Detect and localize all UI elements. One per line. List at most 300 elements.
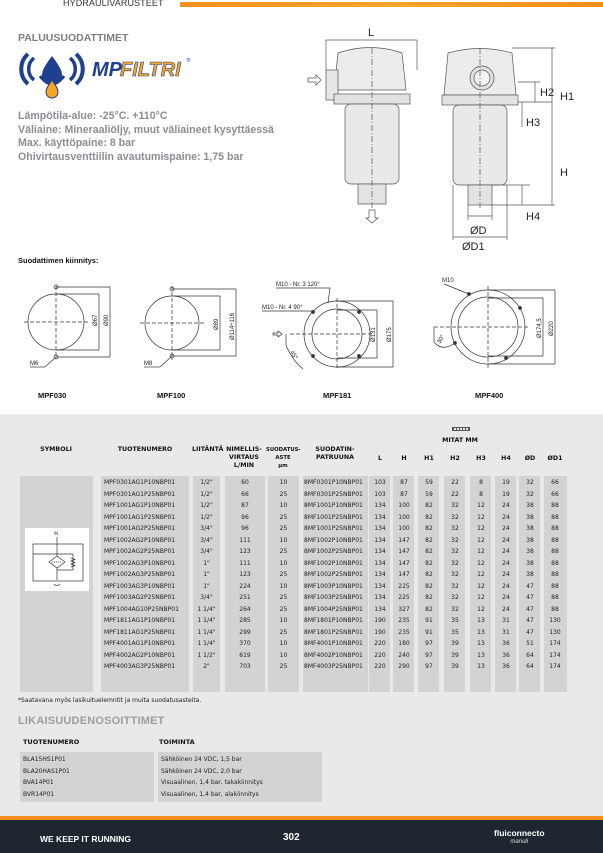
cell-dimension: 64 bbox=[526, 651, 534, 659]
cell-dimension: 82 bbox=[425, 559, 433, 567]
cell-dimension: 13 bbox=[477, 617, 485, 624]
cell-flow: 264 bbox=[239, 605, 251, 613]
svg-text:M10 - Nr. 4 90°: M10 - Nr. 4 90° bbox=[262, 305, 303, 311]
cell-dimension: 24 bbox=[502, 502, 510, 509]
cell-grade: 10 bbox=[279, 651, 288, 659]
cell-dimension: 235 bbox=[398, 628, 410, 636]
page-footer bbox=[0, 816, 603, 853]
cell-connection: 3/4" bbox=[200, 536, 213, 544]
cell-connection: 3/4" bbox=[200, 548, 213, 555]
cell-dimension: 13 bbox=[477, 640, 485, 647]
cell-dimension: 24 bbox=[502, 582, 510, 590]
svg-text:M8: M8 bbox=[144, 361, 153, 367]
cell-dimension: 12 bbox=[477, 559, 485, 567]
th-dim: H4 bbox=[501, 455, 511, 462]
cell-dimension: 39 bbox=[451, 663, 459, 670]
cell-flow: 96 bbox=[241, 513, 249, 521]
cell-cartridge: 8MF1002P25NBP01 bbox=[304, 571, 363, 578]
cell-flow: 123 bbox=[239, 571, 251, 578]
cell-dimension: 82 bbox=[425, 502, 433, 509]
cell-flow: 299 bbox=[239, 628, 251, 636]
cell-grade: 25 bbox=[279, 663, 288, 670]
cell-dimension: 134 bbox=[374, 536, 386, 544]
cell-cartridge: 8MF1801P10NBP01 bbox=[304, 617, 363, 624]
cell-dimension: 32 bbox=[451, 594, 459, 601]
cell-flow: 285 bbox=[239, 617, 251, 624]
cell-dimension: 88 bbox=[551, 559, 559, 567]
cell-dimension: 88 bbox=[551, 536, 559, 544]
spec-medium: Väliaine: Mineraaliöljy, muut väliaineet kysyttäessä bbox=[18, 123, 274, 136]
cell-dimension: 87 bbox=[400, 490, 408, 498]
cell-part-number: MPF1003AG3P10NBP01 bbox=[104, 582, 176, 590]
cell-part-number: MPF1002AG2P10NBP01 bbox=[104, 536, 176, 544]
cell-dimension: 12 bbox=[477, 582, 485, 590]
cell-dimension: 88 bbox=[551, 594, 559, 601]
cell-dimension: 134 bbox=[374, 525, 386, 532]
th-flow: NIMELLIS- VIRTAUS L/MIN bbox=[226, 446, 262, 469]
cell-grade: 25 bbox=[279, 571, 288, 578]
filter-bypass-symbol-icon bbox=[25, 528, 89, 591]
svg-text:M6: M6 bbox=[30, 361, 39, 367]
cell-cartridge: 8MF1004P25NBP01 bbox=[304, 605, 363, 613]
svg-text:H: H bbox=[560, 167, 568, 179]
cell-dimension: 39 bbox=[451, 651, 459, 659]
cell-dimension: 12 bbox=[477, 525, 485, 532]
mpfiltri-logo bbox=[18, 48, 193, 100]
cell-dimension: 32 bbox=[451, 548, 459, 555]
cell-cartridge: 8MF1003P25NBP01 bbox=[304, 594, 363, 601]
cell-part-number: MPF1004AG10P25NBP01 bbox=[104, 605, 179, 613]
indicator-part-number: BLA15HS1P01 bbox=[23, 756, 66, 763]
mount-mpf400 bbox=[434, 278, 555, 368]
cell-dimension: 88 bbox=[551, 605, 559, 613]
cell-dimension: 24 bbox=[502, 571, 510, 578]
cell-flow: 123 bbox=[239, 548, 251, 555]
symbol-column bbox=[20, 476, 93, 692]
cell-dimension: 38 bbox=[526, 536, 534, 544]
cell-dimension: 24 bbox=[502, 548, 510, 555]
cell-dimension: 38 bbox=[526, 525, 534, 532]
cell-dimension: 134 bbox=[374, 594, 386, 601]
cell-flow: 224 bbox=[239, 582, 251, 590]
cell-dimension: 82 bbox=[425, 571, 433, 578]
cell-part-number: MPF1001AG1P10NBP01 bbox=[104, 502, 176, 509]
cell-dimension: 22 bbox=[451, 490, 459, 498]
cell-dimension: 290 bbox=[398, 663, 410, 670]
cell-dimension: 36 bbox=[502, 663, 510, 670]
cell-cartridge: 8MF4002P10NBP01 bbox=[304, 651, 363, 659]
cell-dimension: 190 bbox=[374, 628, 386, 636]
cell-dimension: 88 bbox=[551, 582, 559, 590]
cell-dimension: 35 bbox=[451, 617, 459, 624]
cell-dimension: 88 bbox=[551, 525, 559, 532]
cell-grade: 10 bbox=[279, 479, 288, 486]
cell-grade: 10 bbox=[279, 559, 288, 567]
category-title: PALUUSUODATTIMET bbox=[18, 32, 129, 44]
cell-dimension: 13 bbox=[477, 663, 485, 670]
cell-dimension: 240 bbox=[398, 651, 410, 659]
table-footnote: *Saatavana myös lasikuituelemntit ja muita suodatusasteita. bbox=[18, 697, 202, 704]
cell-dimension: 32 bbox=[451, 513, 459, 521]
cell-connection: 1 1/2" bbox=[197, 651, 216, 659]
cell-connection: 1" bbox=[203, 571, 210, 578]
cell-dimension: 88 bbox=[551, 502, 559, 509]
cell-dimension: 82 bbox=[425, 582, 433, 590]
cell-dimension: 32 bbox=[526, 490, 534, 498]
indicator-function: Visuaalinen, 1,4 bar, alakiinnitys bbox=[161, 790, 259, 798]
cell-dimension: 88 bbox=[551, 571, 559, 578]
cell-dimension: 12 bbox=[477, 605, 485, 613]
cell-dimension: 82 bbox=[425, 525, 433, 532]
cell-grade: 10 bbox=[279, 502, 288, 509]
cell-cartridge: 8MF1801P25NBP01 bbox=[304, 628, 363, 636]
cell-part-number: MPF0301AG1P25NBP01 bbox=[104, 490, 176, 498]
svg-text:ØD: ØD bbox=[470, 225, 487, 237]
cell-dimension: 51 bbox=[526, 640, 534, 647]
cell-dimension: 32 bbox=[451, 571, 459, 578]
cell-dimension: 97 bbox=[425, 663, 433, 670]
cell-dimension: 47 bbox=[526, 605, 534, 613]
cell-part-number: MPF1811AG1P10NBP01 bbox=[104, 617, 176, 624]
svg-text:M10: M10 bbox=[442, 278, 454, 284]
cell-dimension: 24 bbox=[502, 605, 510, 613]
cell-dimension: 82 bbox=[425, 548, 433, 555]
cell-dimension: 225 bbox=[398, 594, 410, 601]
th-cartridge: SUODATIN- PATRUUNA bbox=[315, 446, 355, 461]
cell-part-number: MPF1002AG3P10NBP01 bbox=[104, 559, 176, 567]
cell-part-number: MPF4001AG1P10NBP01 bbox=[104, 640, 176, 647]
cell-dimension: 134 bbox=[374, 559, 386, 567]
cell-dimension: 8 bbox=[479, 490, 483, 498]
svg-text:Ø175: Ø175 bbox=[387, 327, 393, 342]
indicator-function: Sähköinen 24 VDC, 2,0 bar bbox=[161, 767, 242, 775]
svg-text:L: L bbox=[368, 27, 375, 39]
header-accent-rule bbox=[180, 2, 603, 7]
cell-dimension: 134 bbox=[374, 582, 386, 590]
cell-cartridge: 8MF1002P10NBP01 bbox=[304, 536, 363, 544]
cell-flow: 111 bbox=[239, 536, 251, 544]
cell-dimension: 100 bbox=[398, 513, 410, 521]
cell-dimension: 59 bbox=[425, 479, 433, 486]
cell-cartridge: 8MF0301P10NBP01 bbox=[304, 479, 363, 486]
cell-dimension: 13 bbox=[477, 651, 485, 659]
svg-text:45°: 45° bbox=[288, 350, 299, 361]
cell-dimension: 19 bbox=[502, 479, 510, 486]
cell-dimension: 220 bbox=[374, 640, 386, 647]
cell-connection: 1" bbox=[203, 559, 210, 567]
cell-dimension: 24 bbox=[502, 513, 510, 521]
cell-dimension: 64 bbox=[526, 663, 534, 670]
svg-text:H4: H4 bbox=[526, 211, 541, 223]
cell-dimension: 19 bbox=[502, 490, 510, 498]
cell-flow: 111 bbox=[239, 559, 251, 567]
cell-dimension: 38 bbox=[526, 513, 534, 521]
cell-dimension: 82 bbox=[425, 605, 433, 613]
th-dim: L bbox=[377, 455, 382, 462]
cell-dimension: 31 bbox=[502, 617, 510, 624]
cell-dimension: 66 bbox=[551, 490, 559, 498]
cell-grade: 10 bbox=[279, 582, 288, 590]
cell-cartridge: 8MF1002P25NBP01 bbox=[304, 548, 363, 555]
svg-text:Ø114÷116: Ø114÷116 bbox=[230, 312, 236, 340]
cell-dimension: 88 bbox=[551, 513, 559, 521]
cell-dimension: 174 bbox=[549, 651, 561, 659]
cell-connection: 2" bbox=[203, 663, 210, 670]
cell-part-number: MPF1002AG2P25NBP01 bbox=[104, 548, 176, 555]
cell-dimension: 12 bbox=[477, 536, 485, 544]
mount-mpf030 bbox=[24, 285, 110, 367]
cell-dimension: 38 bbox=[526, 548, 534, 555]
cell-flow: 60 bbox=[241, 479, 249, 486]
cell-flow: 703 bbox=[239, 663, 251, 670]
cell-dimension: 36 bbox=[502, 651, 510, 659]
cell-dimension: 38 bbox=[526, 559, 534, 567]
cell-dimension: 12 bbox=[477, 548, 485, 555]
svg-text:H1: H1 bbox=[560, 91, 575, 103]
cell-dimension: 134 bbox=[374, 548, 386, 555]
th-dimensions-group: MITAT MM bbox=[442, 437, 478, 444]
indicators-th-function: TOIMINTA bbox=[159, 738, 195, 746]
cell-cartridge: 8MF1003P10NBP01 bbox=[304, 582, 363, 590]
cell-dimension: 47 bbox=[526, 594, 534, 601]
svg-text:Ø67: Ø67 bbox=[93, 314, 99, 326]
cell-dimension: 97 bbox=[425, 640, 433, 647]
indicators-th-part: TUOTENUMERO bbox=[23, 738, 80, 746]
cell-dimension: 130 bbox=[549, 628, 561, 636]
cell-grade: 25 bbox=[279, 490, 288, 498]
cell-dimension: 220 bbox=[374, 651, 386, 659]
cell-dimension: 35 bbox=[451, 628, 459, 636]
cell-dimension: 12 bbox=[477, 594, 485, 601]
section-title: HYDRAULIVARUSTEET bbox=[63, 0, 164, 8]
cell-dimension: 32 bbox=[451, 582, 459, 590]
mount-label-mpf400: MPF400 bbox=[475, 391, 504, 400]
cell-dimension: 32 bbox=[451, 559, 459, 567]
cell-dimension: 225 bbox=[398, 582, 410, 590]
cell-dimension: 32 bbox=[451, 536, 459, 544]
cell-flow: 251 bbox=[239, 594, 251, 601]
cell-dimension: 220 bbox=[374, 663, 386, 670]
mount-mpf100 bbox=[140, 286, 236, 367]
cell-dimension: 180 bbox=[398, 640, 410, 647]
cell-grade: 10 bbox=[279, 536, 288, 544]
fluiconnecto-logo: fluiconnecto manuli bbox=[494, 828, 545, 845]
svg-text:FILTRI: FILTRI bbox=[120, 59, 181, 81]
cell-dimension: 97 bbox=[425, 651, 433, 659]
cell-connection: 1 1/4" bbox=[197, 617, 216, 624]
ruler-icon bbox=[452, 427, 470, 431]
cell-part-number: MPF1001AG2P25NBP01 bbox=[104, 525, 176, 532]
cell-connection: 1 1/4" bbox=[197, 628, 216, 636]
cell-cartridge: 8MF4003P25NBP01 bbox=[304, 663, 363, 670]
cell-dimension: 12 bbox=[477, 502, 485, 509]
mounting-diagrams bbox=[0, 270, 603, 405]
cell-dimension: 87 bbox=[400, 479, 408, 486]
cell-cartridge: 8MF1001P10NBP01 bbox=[304, 502, 363, 509]
svg-text:MP: MP bbox=[92, 59, 122, 81]
cell-dimension: 38 bbox=[526, 502, 534, 509]
cell-connection: 1 1/4" bbox=[197, 605, 216, 613]
cell-grade: 10 bbox=[279, 617, 288, 624]
cell-dimension: 82 bbox=[425, 536, 433, 544]
cell-dimension: 47 bbox=[526, 617, 534, 624]
th-symbol: SYMBOLI bbox=[40, 446, 72, 453]
svg-text:®: ® bbox=[186, 58, 191, 64]
cell-flow: 619 bbox=[239, 651, 251, 659]
cell-dimension: 24 bbox=[502, 525, 510, 532]
cell-dimension: 103 bbox=[374, 490, 386, 498]
cell-dimension: 327 bbox=[398, 605, 410, 613]
svg-text:Ø90: Ø90 bbox=[104, 314, 110, 326]
mount-label-mpf100: MPF100 bbox=[157, 391, 186, 400]
cell-cartridge: 8MF0301P25NBP01 bbox=[304, 490, 363, 498]
cell-dimension: 134 bbox=[374, 605, 386, 613]
cell-dimension: 174 bbox=[549, 663, 561, 670]
cell-dimension: 174 bbox=[549, 640, 561, 647]
cell-dimension: 147 bbox=[398, 559, 410, 567]
svg-text:IN: IN bbox=[54, 531, 59, 536]
mounting-title: Suodattimen kiinnitys: bbox=[18, 256, 99, 265]
th-dim: ØD1 bbox=[547, 455, 563, 462]
cell-connection: 1/2" bbox=[200, 479, 213, 486]
cell-dimension: 12 bbox=[477, 571, 485, 578]
cell-cartridge: 8MF1001P25NBP01 bbox=[304, 525, 363, 532]
spec-bypass-pressure: Ohivirtausventtiilin avautumispaine: 1,75 bar bbox=[18, 150, 244, 163]
cell-dimension: 24 bbox=[502, 559, 510, 567]
cell-grade: 25 bbox=[279, 548, 288, 555]
cell-dimension: 130 bbox=[549, 617, 561, 624]
th-dim: H2 bbox=[450, 455, 460, 462]
cell-connection: 3/4" bbox=[200, 594, 213, 601]
cell-dimension: 32 bbox=[526, 479, 534, 486]
spec-max-pressure: Max. käyttöpaine: 8 bar bbox=[18, 137, 136, 149]
cell-grade: 10 bbox=[279, 640, 288, 647]
cell-dimension: 190 bbox=[374, 617, 386, 624]
cell-dimension: 147 bbox=[398, 536, 410, 544]
filter-technical-drawing bbox=[290, 20, 603, 250]
spec-list bbox=[18, 110, 274, 164]
cell-dimension: 134 bbox=[374, 571, 386, 578]
cell-flow: 87 bbox=[241, 502, 249, 509]
cell-grade: 25 bbox=[279, 594, 288, 601]
cell-dimension: 8 bbox=[479, 479, 483, 486]
cell-grade: 25 bbox=[279, 605, 288, 613]
cell-dimension: 24 bbox=[502, 536, 510, 544]
svg-text:M10 - Nr. 3 120°: M10 - Nr. 3 120° bbox=[276, 282, 320, 288]
footer-slogan: WE KEEP IT RUNNING bbox=[40, 834, 131, 844]
filter-symbol bbox=[25, 528, 89, 591]
cell-connection: 1/2" bbox=[200, 502, 213, 509]
cell-cartridge: 8MF1001P25NBP01 bbox=[304, 513, 363, 521]
cell-part-number: MPF1811AG1P25NBP01 bbox=[104, 628, 176, 636]
page-number: 302 bbox=[283, 832, 300, 843]
cell-grade: 25 bbox=[279, 513, 288, 521]
cell-dimension: 147 bbox=[398, 548, 410, 555]
svg-text:H2: H2 bbox=[540, 87, 555, 99]
cell-dimension: 32 bbox=[451, 525, 459, 532]
cell-dimension: 66 bbox=[551, 479, 559, 486]
th-part: TUOTENUMERO bbox=[117, 446, 173, 453]
cell-dimension: 24 bbox=[502, 594, 510, 601]
th-dim: H1 bbox=[424, 455, 434, 462]
svg-text:Ø174,5: Ø174,5 bbox=[537, 318, 543, 338]
indicator-function: Visuaalinen, 1,4 bar, takakiinnitys bbox=[161, 779, 263, 786]
cell-dimension: 91 bbox=[425, 628, 433, 636]
indicators-title: LIKAISUUDENOSOITTIMET bbox=[18, 715, 165, 727]
cell-dimension: 32 bbox=[451, 605, 459, 613]
cell-flow: 96 bbox=[241, 525, 249, 532]
cell-part-number: MPF1003AG2P25NBP01 bbox=[104, 594, 176, 601]
svg-text:Ø220: Ø220 bbox=[549, 321, 555, 336]
mount-label-mpf181: MPF181 bbox=[323, 391, 352, 400]
page-header bbox=[0, 0, 603, 10]
cell-connection: 1/2" bbox=[200, 513, 213, 521]
cell-grade: 25 bbox=[279, 628, 288, 636]
cell-dimension: 134 bbox=[374, 502, 386, 509]
indicator-part-number: BVA14P01 bbox=[23, 779, 54, 786]
svg-text:ØD1: ØD1 bbox=[462, 241, 485, 250]
cell-dimension: 134 bbox=[374, 513, 386, 521]
mpfiltri-logo-icon bbox=[18, 48, 193, 100]
cell-dimension: 59 bbox=[425, 490, 433, 498]
cell-part-number: MPF4003AG3P25NBP01 bbox=[104, 663, 176, 670]
cell-connection: 1/2" bbox=[200, 490, 213, 498]
cell-dimension: 100 bbox=[398, 525, 410, 532]
svg-text:Ø131: Ø131 bbox=[371, 327, 377, 342]
cell-flow: 370 bbox=[239, 640, 251, 647]
cell-connection: 1 1/4" bbox=[197, 640, 216, 647]
cell-grade: 25 bbox=[279, 525, 288, 532]
cell-dimension: 47 bbox=[526, 628, 534, 636]
th-dim: H bbox=[401, 455, 407, 462]
cell-dimension: 147 bbox=[398, 571, 410, 578]
svg-text:Ø89: Ø89 bbox=[214, 318, 220, 330]
cell-dimension: 12 bbox=[477, 513, 485, 521]
cell-connection: 3/4" bbox=[200, 525, 213, 532]
cell-dimension: 36 bbox=[502, 640, 510, 647]
cell-part-number: MPF0301AG1P10NBP01 bbox=[104, 479, 176, 486]
cell-cartridge: 8MF1002P10NBP01 bbox=[304, 559, 363, 567]
cell-dimension: 82 bbox=[425, 513, 433, 521]
mount-mpf181 bbox=[262, 282, 393, 370]
cell-part-number: MPF4002AG2P10NBP01 bbox=[104, 651, 176, 659]
spec-temperature: Lämpötila-alue: -25°C. +110°C bbox=[18, 110, 168, 122]
svg-text:H3: H3 bbox=[526, 117, 541, 129]
cell-dimension: 13 bbox=[477, 628, 485, 636]
cell-dimension: 88 bbox=[551, 548, 559, 555]
cell-dimension: 32 bbox=[451, 502, 459, 509]
mount-label-mpf030: MPF030 bbox=[38, 391, 67, 400]
indicator-function: Sähköinen 24 VDC, 1,5 bar bbox=[161, 756, 242, 763]
cell-dimension: 91 bbox=[425, 617, 433, 624]
th-connection: LIITÄNTÄ bbox=[192, 446, 224, 453]
svg-text:30°: 30° bbox=[436, 334, 447, 345]
cell-connection: 1" bbox=[203, 582, 210, 590]
cell-part-number: MPF1001AG1P25NBP01 bbox=[104, 513, 176, 521]
th-dim: H3 bbox=[476, 455, 486, 462]
cell-dimension: 82 bbox=[425, 594, 433, 601]
cell-dimension: 103 bbox=[374, 479, 386, 486]
cell-dimension: 235 bbox=[398, 617, 410, 624]
indicator-part-number: BLA20HAS1P01 bbox=[23, 767, 70, 775]
cell-dimension: 38 bbox=[526, 571, 534, 578]
cell-dimension: 22 bbox=[451, 479, 459, 486]
th-dim: ØD bbox=[524, 455, 536, 462]
th-grade: SUODATUS- ASTE µm bbox=[266, 447, 301, 469]
indicator-part-number: BVR14P01 bbox=[23, 790, 55, 798]
cell-flow: 66 bbox=[241, 490, 249, 498]
cell-cartridge: 8MF4001P10NBP01 bbox=[304, 640, 363, 647]
